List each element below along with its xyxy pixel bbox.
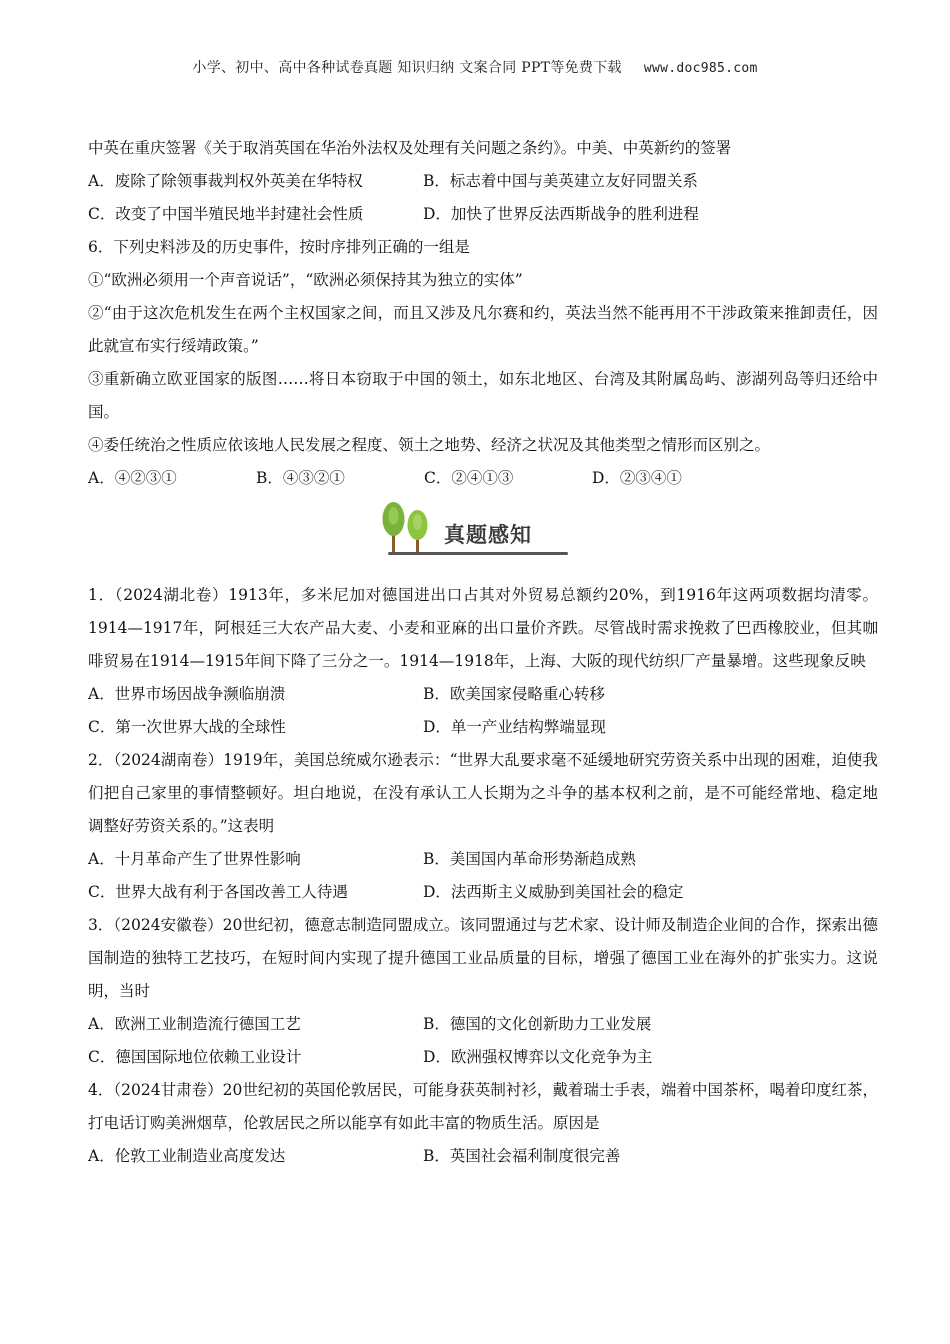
q6-material-3: ③重新确立欧亚国家的版图……将日本窃取于中国的领土，如东北地区、台湾及其附属岛屿、澎湖列岛等归还给中国。	[88, 370, 878, 421]
p3-stem: 3．（2024安徽卷）20世纪初，德意志制造同盟成立。该同盟通过与艺术家、设计师及制造企业间的合作，探索出德国制造的独特工艺技巧，在短时间内实现了提升德国工业品质量的目标，增强了德国工业在海外的扩张实力。这说明，当时	[88, 916, 878, 1000]
section-title: 真题感知	[444, 523, 532, 547]
p2-options-row-1	[88, 843, 878, 876]
q5-option-d: D．加快了世界反法西斯战争的胜利进程	[423, 205, 699, 223]
p3-option-d: D．欧洲强权博弈以文化竞争为主	[423, 1048, 653, 1066]
header-text: 小学、初中、高中各种试卷真题 知识归纳 文案合同 PPT等免费下载	[192, 60, 622, 76]
section-underline	[388, 552, 568, 555]
q6-option-a: A．④②③①	[88, 469, 177, 487]
p2-stem: 2．（2024湖南卷）1919年，美国总统威尔逊表示：“世界大乱要求毫不延缓地研究劳资关系中出现的困难，迫使我们把自己家里的事情整顿好。坦白地说，在没有承认工人长期为之斗争的基本权利之前，是不可能经常地、稳定地调整好劳资关系的。”这表明	[88, 751, 878, 835]
q6-stem: 6．下列史料涉及的历史事件，按时序排列正确的一组是	[88, 238, 470, 256]
section-banner-inner	[378, 499, 578, 569]
p4-stem: 4．（2024甘肃卷）20世纪初的英国伦敦居民，可能身获英制衬衫，戴着瑞士手表，端着中国茶杯，喝着印度红茶，打电话订购美洲烟草，伦敦居民之所以能享有如此丰富的物质生活。原因是	[88, 1081, 878, 1132]
p3-option-a: A．欧洲工业制造流行德国工艺	[88, 1015, 301, 1033]
page-content	[88, 132, 878, 1173]
q6-material-4: ④委任统治之性质应依该地人民发展之程度、领土之地势、经济之状况及其他类型之情形而区别之。	[88, 436, 771, 454]
p3-option-c: C．德国国际地位依赖工业设计	[88, 1048, 302, 1066]
q6-options-row	[88, 462, 878, 495]
q6-option-c: C．②④①③	[424, 469, 514, 487]
p3-options-row-1	[88, 1008, 878, 1041]
p1-stem: 1．（2024湖北卷）1913年，多米尼加对德国进出口占其对外贸易总额约20%，到1916年这两项数据均清零。1914—1917年，阿根廷三大农产品大麦、小麦和亚麻的出口量价齐跌。尽管战时需求挽救了巴西橡胶业，但其咖啡贸易在1914—1915年间下降了三分之一。1914—1918年，上海、大阪的现代纺织厂产量暴增。这些现象反映	[88, 586, 878, 670]
p3-options-row-2	[88, 1041, 878, 1074]
p3-option-b: B．德国的文化创新助力工业发展	[423, 1015, 652, 1033]
tree-icon	[378, 499, 444, 557]
p1-options-row-1	[88, 678, 878, 711]
p2-option-d: D．法西斯主义威胁到美国社会的稳定	[423, 883, 684, 901]
p2-option-a: A．十月革命产生了世界性影响	[88, 850, 301, 868]
page-header	[0, 57, 950, 77]
p2-options-row-2	[88, 876, 878, 909]
p1-option-c: C．第一次世界大战的全球性	[88, 718, 286, 736]
p1-option-d: D．单一产业结构弊端显现	[423, 718, 606, 736]
q5-options-row-1	[88, 165, 878, 198]
section-banner	[88, 497, 878, 575]
p1-option-b: B．欧美国家侵略重心转移	[423, 685, 605, 703]
q6-option-d: D．②③④①	[592, 469, 682, 487]
q5-option-a: A．废除了除领事裁判权外英美在华特权	[88, 172, 363, 190]
p2-option-c: C．世界大战有利于各国改善工人待遇	[88, 883, 348, 901]
p4-option-b: B．英国社会福利制度很完善	[423, 1147, 621, 1165]
header-url[interactable]: www.doc985.com	[643, 61, 758, 76]
q5-stem: 中英在重庆签署《关于取消英国在华治外法权及处理有关问题之条约》。中美、中英新约的签署	[88, 139, 732, 157]
q6-material-2: ②“由于这次危机发生在两个主权国家之间，而且又涉及凡尔赛和约，英法当然不能再用不干涉政策来推卸责任，因此就宣布实行绥靖政策。”	[88, 304, 878, 355]
q5-option-b: B．标志着中国与美英建立友好同盟关系	[423, 172, 698, 190]
p2-option-b: B．美国国内革命形势渐趋成熟	[423, 850, 636, 868]
p1-options-row-2	[88, 711, 878, 744]
p4-option-a: A．伦敦工业制造业高度发达	[88, 1147, 286, 1165]
p1-option-a: A．世界市场因战争濒临崩溃	[88, 685, 286, 703]
p4-options-row-1	[88, 1140, 878, 1173]
q5-option-c: C．改变了中国半殖民地半封建社会性质	[88, 205, 364, 223]
q6-option-b: B．④③②①	[256, 469, 345, 487]
q6-material-1: ①“欧洲必须用一个声音说话”，“欧洲必须保持其为独立的实体”	[88, 271, 523, 289]
q5-options-row-2	[88, 198, 878, 231]
